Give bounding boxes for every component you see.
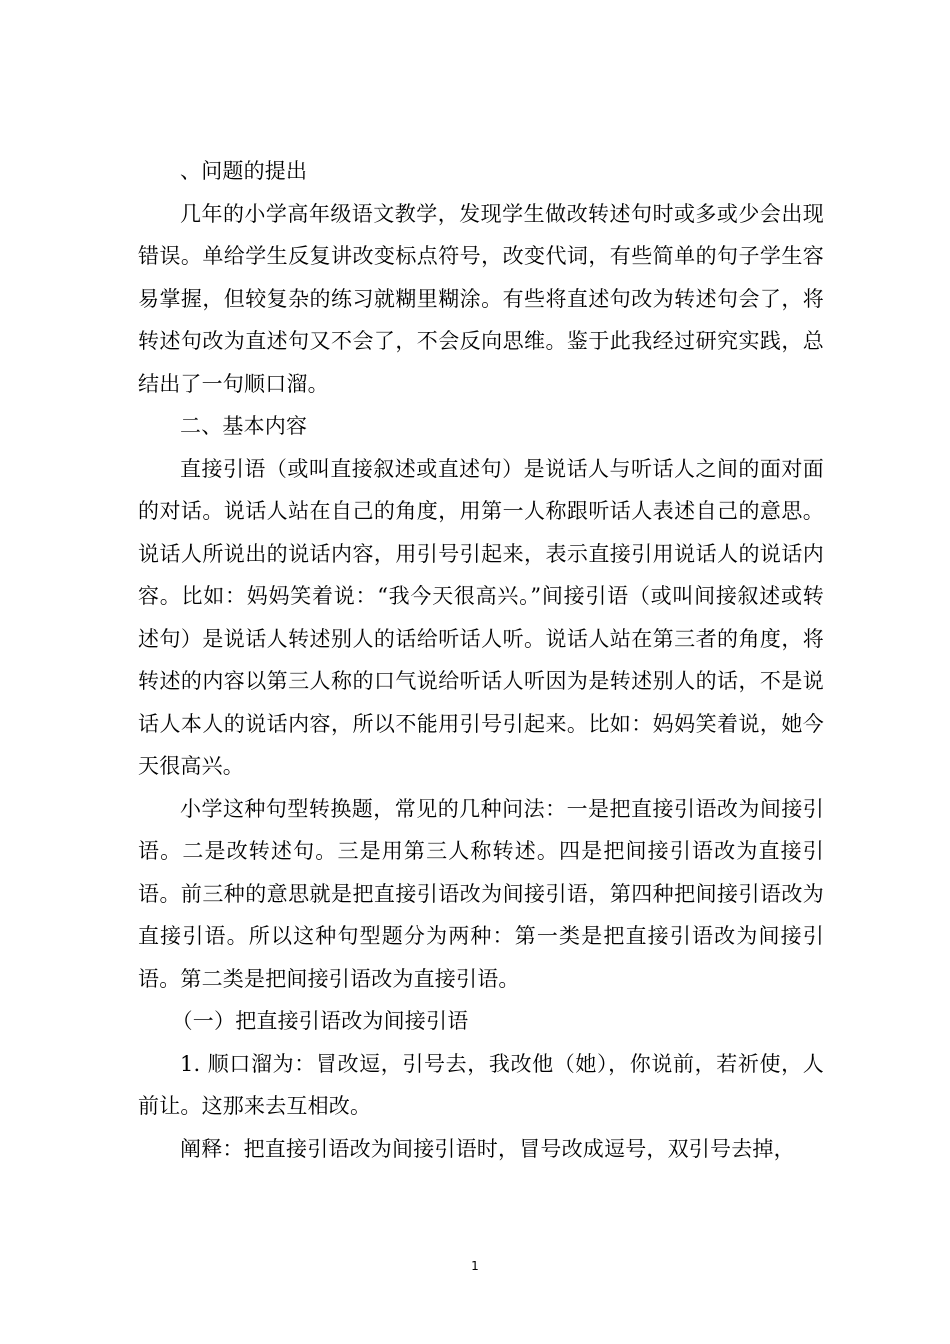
section-heading-content: 二、基本内容 — [180, 414, 308, 438]
paragraph-rhyme: 1. 顺口溜为：冒改逗，引号去，我改他（她），你说前，若祈使，人前让。这那来去互相改。 — [138, 1051, 824, 1118]
page-number: 1 — [471, 1259, 479, 1273]
subsection-heading-direct-to-indirect: （一）把直接引语改为间接引语 — [171, 1009, 469, 1033]
document-body — [138, 150, 824, 1170]
paragraph-question-types: 小学这种句型转换题，常见的几种问法：一是把直接引语改为间接引语。二是改转述句。三是用第三人称转述。四是把间接引语改为直接引语。前三种的意思就是把直接引语改为间接引语，第四种把间接引语改为直接引语。所以这种句型题分为两种：第一类是把直接引语改为间接引语。第二类是把间接引语改为直接引语。 — [138, 796, 824, 991]
paragraph-background: 几年的小学高年级语文教学，发现学生做改转述句时或多或少会出现错误。单给学生反复讲改变标点符号，改变代词，有些简单的句子学生容易掌握，但较复杂的练习就糊里糊涂。有些将直述句改为转述句会了，将转述句改为直述句又不会了，不会反向思维。鉴于此我经过研究实践，总结出了一句顺口溜。 — [138, 201, 824, 396]
section-heading-problem: 、问题的提出 — [180, 159, 308, 183]
paragraph-explanation: 阐释：把直接引语改为间接引语时，冒号改成逗号，双引号去掉， — [180, 1136, 795, 1161]
paragraph-definitions: 直接引语（或叫直接叙述或直述句）是说话人与听话人之间的面对面的对话。说话人站在自己的角度，用第一人称跟听话人表述自己的意思。说话人所说出的说话内容，用引号引起来，表示直接引用说话人的说话内容。比如：妈妈笑着说：“我今天很高兴。”间接引语（或叫间接叙述或转述句）是说话人转述别人的话给听话人听。说话人站在第三者的角度，将转述的内容以第三人称的口气说给听话人听因为是转述别人的话，不是说话人本人的说话内容，所以不能用引号引起来。比如：妈妈笑着说，她今天很高兴。 — [138, 456, 824, 778]
